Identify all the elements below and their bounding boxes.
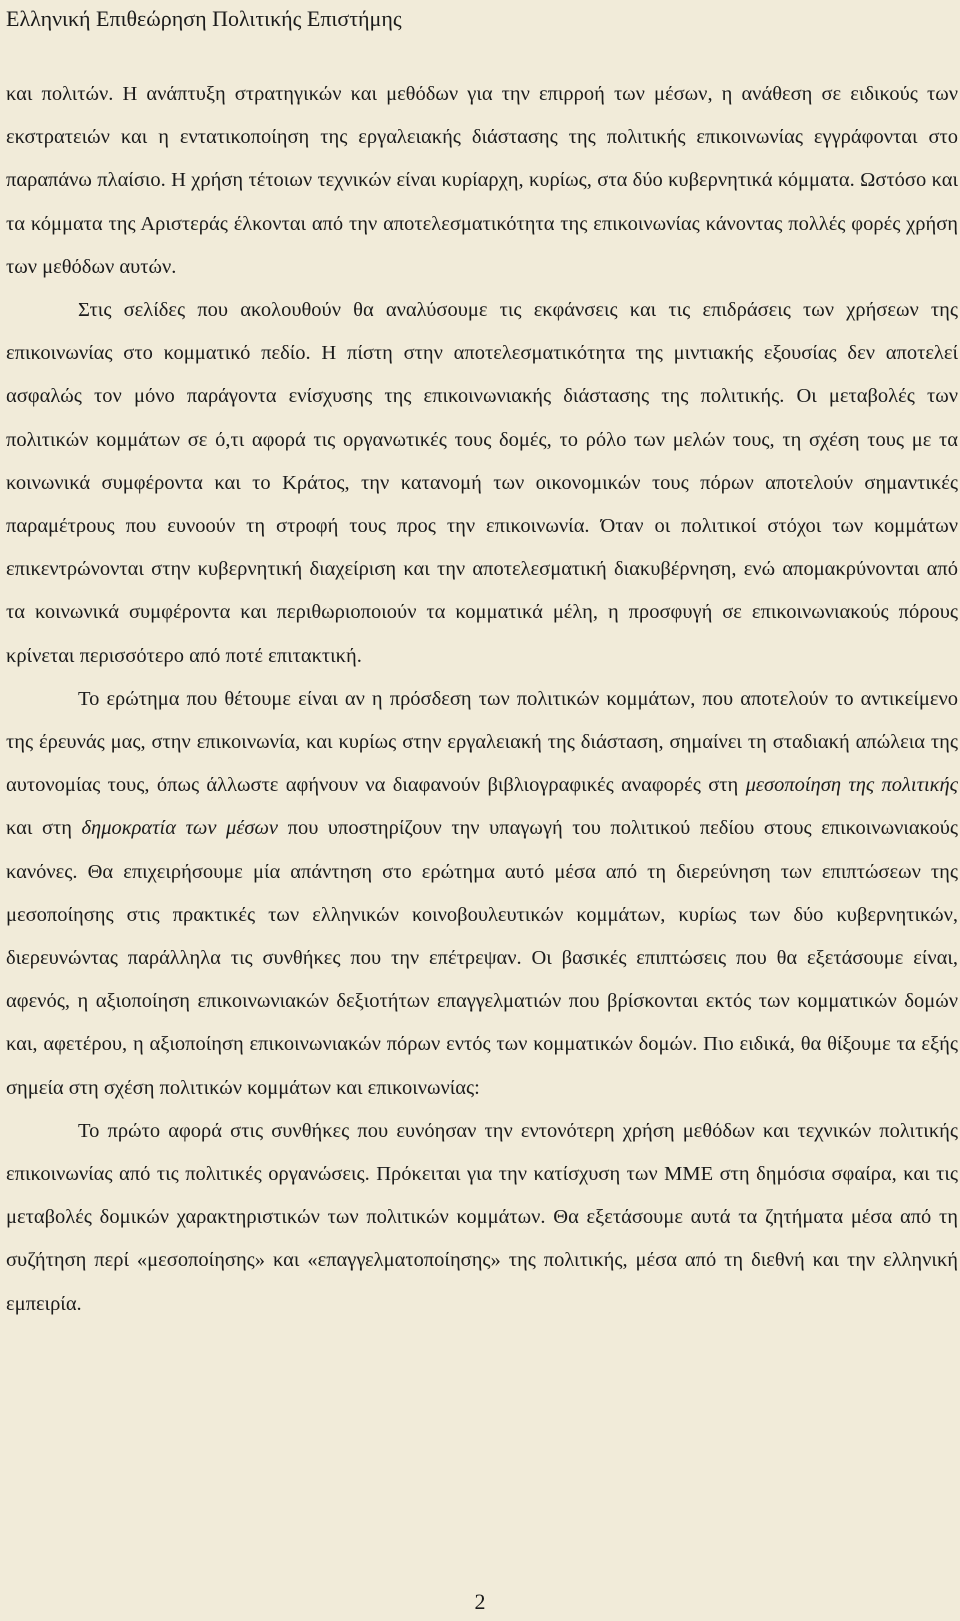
paragraph-3-text-b: και στη bbox=[6, 817, 82, 840]
emphasis-media-democracy: δημοκρατία των μέσων bbox=[81, 817, 279, 840]
article-body bbox=[6, 73, 958, 1326]
page-number: 2 bbox=[474, 1589, 486, 1614]
paragraph-3 bbox=[6, 678, 958, 1110]
paragraph-3-text-c: που υποστηρίζουν την υπαγωγή του πολιτικού πεδίου στους επικοινωνιακούς κανόνες. Θα επιχειρήσουμε μία απάντηση στο ερώτημα αυτό μέσα από τη διερεύνηση των επιπτώσεων της μεσοποίησης στις πρακτικές των ελληνικών κοινοβουλευτικών κομμάτων, κυρίως των δύο κυβερνητικών, διερευνώντας παράλληλα τις συνθήκες που την επέτρεψαν. Οι βασικές επιπτώσεις που θα εξετάσουμε είναι, αφενός, η αξιοποίηση επικοινωνιακών δεξιοτήτων επαγγελματιών που βρίσκονται εκτός των κομματικών δομών και, αφετέρου, η αξιοποίηση επικοινωνιακών πόρων εντός των κομματικών δομών. Πιο ειδικά, θα θίξουμε τα εξής σημεία στη σχέση πολιτικών κομμάτων και επικοινωνίας: bbox=[6, 817, 959, 1099]
paragraph-2: Στις σελίδες που ακολουθούν θα αναλύσουμε τις εκφάνσεις και τις επιδράσεις των χρήσεων της επικοινωνίας στο κομματικό πεδίο. Η πίστη στην αποτελεσματικότητα της μιντιακής εξουσίας δεν αποτελεί ασφαλώς τον μόνο παράγοντα ενίσχυσης της επικοινωνιακής διάστασης της πολιτικής. Οι μεταβολές των πολιτικών κομμάτων σε ό,τι αφορά τις οργανωτικές τους δομές, το ρόλο των μελών τους, τη σχέση τους με τα κοινωνικά συμφέροντα και το Κράτος, την κατανομή των οικονομικών τους πόρων αποτελούν σημαντικές παραμέτρους που ευνοούν τη στροφή τους προς την επικοινωνία. Όταν οι πολιτικοί στόχοι των κομμάτων επικεντρώνονται στην κυβερνητική διαχείριση και την αποτελεσματική διακυβέρνηση, ενώ απομακρύνονται από τα κοινωνικά συμφέροντα και περιθωριοποιούν τα κομματικά μέλη, η προσφυγή σε επικοινωνιακούς πόρους κρίνεται περισσότερο από ποτέ επιτακτική. bbox=[6, 299, 958, 667]
journal-title: Ελληνική Επιθεώρηση Πολιτικής Επιστήμης bbox=[6, 6, 402, 31]
paragraph-3-text-a: Το ερώτημα που θέτουμε είναι αν η πρόσδεση των πολιτικών κομμάτων, που αποτελούν το αντικείμενο της έρευνάς μας, στην επικοινωνία, και κυρίως στην εργαλειακή της διάσταση, σημαίνει τη σταδιακή απώλεια της αυτονομίας τους, όπως άλλωστε αφήνουν να διαφανούν βιβλιογραφικές αναφορές στη bbox=[6, 687, 958, 797]
emphasis-mediatization: μεσοποίηση της πολιτικής bbox=[745, 774, 958, 797]
paragraph-4: Το πρώτο αφορά στις συνθήκες που ευνόησαν την εντονότερη χρήση μεθόδων και τεχνικών πολιτικής επικοινωνίας από τις πολιτικές οργανώσεις. Πρόκειται για την κατίσχυση των ΜΜΕ στη δημόσια σφαίρα, και τις μεταβολές δομικών χαρακτηριστικών των πολιτικών κομμάτων. Θα εξετάσουμε αυτά τα ζητήματα μέσα από τη συζήτηση περί «μεσοποίησης» και «επαγγελματοποίησης» της πολιτικής, μέσα από τη διεθνή και την ελληνική εμπειρία. bbox=[6, 1119, 958, 1315]
paragraph-1: και πολιτών. Η ανάπτυξη στρατηγικών και μεθόδων για την επιρροή των μέσων, η ανάθεση σε ειδικούς των εκστρατειών και η εντατικοποίηση της εργαλειακής διάστασης της πολιτικής επικοινωνίας εγγράφονται στο παραπάνω πλαίσιο. Η χρήση τέτοιων τεχνικών είναι κυρίαρχη, κυρίως, στα δύο κυβερνητικά κόμματα. Ωστόσο και τα κόμματα της Αριστεράς έλκονται από την αποτελεσματικότητα της επικοινωνίας κάνοντας πολλές φορές χρήση των μεθόδων αυτών. bbox=[6, 83, 958, 278]
